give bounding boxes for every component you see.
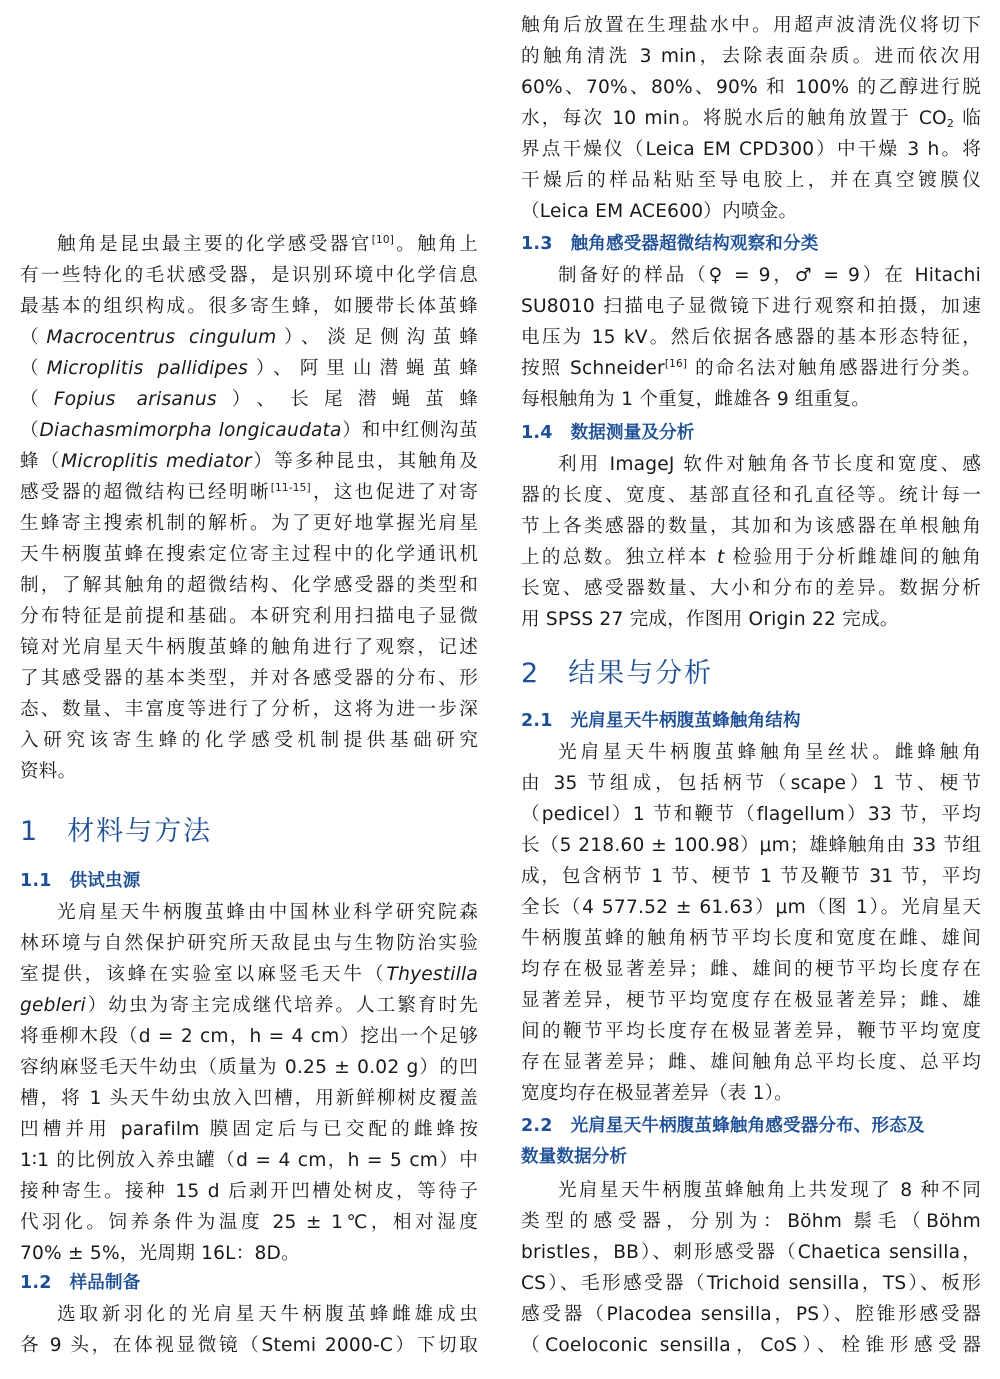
- p21-line-2: 由 35 节组成，包括柄节（scape）1 节、梗节: [521, 773, 981, 794]
- p21-line-5: 成，包含柄节 1 节、梗节 1 节及鞭节 31 节，平均: [521, 866, 981, 887]
- p21-line-7: 牛柄腹茧蜂的触角柄节平均长度和宽度在雌、雄间: [521, 928, 981, 949]
- p21-line-9: 显著差异，梗节平均宽度存在极显著差异；雌、雄: [521, 990, 981, 1011]
- subsection-1-3-heading: 1.3 触角感受器超微结构观察和分类: [521, 234, 819, 254]
- subsection-1-1-heading: 1.1 供试虫源: [20, 871, 141, 891]
- p13-line-1: 制备好的样品（♀ = 9，♂ = 9）在 Hitachi: [558, 265, 981, 286]
- intro-line-4: （Macrocentrus cingulum）、淡足侧沟茧蜂: [20, 327, 478, 348]
- section-2-heading: 2 结果与分析: [521, 658, 714, 689]
- intro-line-10: 生蜂寄主搜索机制的解析。为了更好地掌握光肩星: [20, 513, 478, 534]
- p21-line-1: 光肩星天牛柄腹茧蜂触角呈丝状。雌蜂触角: [558, 742, 981, 763]
- p21-line-3: （pedicel）1 节和鞭节（flagellum）33 节，平均: [521, 804, 981, 825]
- p12c-line-7: （Leica EM ACE600）内喷金。: [521, 201, 798, 222]
- p11-line-5: 将垂柳木段（d = 2 cm，h = 4 cm）挖出一个足够: [20, 1026, 478, 1047]
- intro-line-7: （Diachasmimorpha longicaudata）和中红侧沟茧: [20, 420, 478, 441]
- subsection-2-2-heading: 2.2 光肩星天牛柄腹茧蜂触角感受器分布、形态及: [521, 1116, 925, 1136]
- p13-line-5: 每根触角为 1 个重复，雌雄各 9 组重复。: [521, 389, 871, 410]
- p14-line-2: 器的长度、宽度、基部直径和孔直径等。统计每一: [521, 485, 981, 506]
- p12-line-2: 各 9 头，在体视显微镜（Stemi 2000-C）下切取: [20, 1335, 478, 1356]
- p11-line-10: 接种寄生。接种 15 d 后剥开凹槽处树皮，等待子: [20, 1181, 478, 1202]
- intro-line-2: 有一些特化的毛状感受器，是识别环境中化学信息: [20, 265, 478, 286]
- p11-line-3: 室提供，该蜂在实验室以麻竖毛天牛（Thyestilla: [20, 964, 478, 985]
- intro-line-3: 最基本的组织构成。很多寄生蜂，如腰带长体茧蜂: [20, 296, 478, 317]
- subsection-2-1-heading: 2.1 光肩星天牛柄腹茧蜂触角结构: [521, 711, 801, 731]
- intro-line-8: 蜂（Microplitis mediator）等多种昆虫，其触角及: [20, 451, 478, 472]
- p22-line-6: （Coeloconic sensilla，CoS）、栓锥形感受器: [521, 1335, 981, 1356]
- subsection-1-2-heading: 1.2 样品制备: [20, 1273, 141, 1293]
- intro-line-1: 触角是昆虫最主要的化学感受器官[10]。触角上: [57, 234, 478, 255]
- subsection-2-2-heading-cont: 数量数据分析: [521, 1147, 628, 1167]
- p11-line-1: 光肩星天牛柄腹茧蜂由中国林业科学研究院森: [57, 902, 478, 923]
- p21-line-10: 间的鞭节平均长度存在极显著差异，鞭节平均宽度: [521, 1021, 981, 1042]
- p12c-line-4: 水，每次 10 min。将脱水后的触角放置于 $CO_2$ 临: [521, 108, 981, 130]
- p21-line-11: 存在显著差异；雌、雄间触角总平均长度、总平均: [521, 1052, 981, 1073]
- p21-line-4: 长（5 218.60 ± 100.98）μm；雄蜂触角由 33 节组: [521, 835, 981, 856]
- citation-ref: [16]: [664, 358, 688, 370]
- p11-line-8: 凹槽并用 parafilm 膜固定后与已交配的雌蜂按: [20, 1119, 478, 1140]
- p22-line-5: 感受器（Placodea sensilla，PS）、腔锥形感受器: [521, 1304, 981, 1325]
- intro-line-18: 资料。: [20, 761, 77, 782]
- p12-line-1: 选取新羽化的光肩星天牛柄腹茧蜂雌雄成虫: [57, 1304, 478, 1325]
- p14-line-1: 利用 ImageJ 软件对触角各节长度和宽度、感: [558, 454, 981, 475]
- citation-ref: [11-15]: [270, 482, 311, 494]
- p14-line-5: 长宽、感受器数量、大小和分布的差异。数据分析: [521, 578, 981, 599]
- intro-line-11: 天牛柄腹茧蜂在搜索定位寄主过程中的化学通讯机: [20, 544, 478, 565]
- p11-line-2: 林环境与自然保护研究所天敌昆虫与生物防治实验: [20, 933, 478, 954]
- p21-line-12: 宽度均存在极显著差异（表 1）。: [521, 1083, 793, 1104]
- section-1-heading: 1 材料与方法: [20, 816, 213, 847]
- p14-line-3: 节上各类感器的数量，其加和为该感器在单根触角: [521, 516, 981, 537]
- p12c-line-2: 的触角清洗 3 min，去除表面杂质。进而依次用: [521, 46, 981, 67]
- subsection-1-4-heading: 1.4 数据测量及分析: [521, 423, 695, 443]
- p11-line-9: 1∶1 的比例放入养虫罐（d = 4 cm，h = 5 cm）中: [20, 1150, 478, 1171]
- p14-line-4: 上的总数。独立样本 t 检验用于分析雌雄间的触角: [521, 547, 981, 568]
- p11-line-12: 70% ± 5%，光周期 16L：8D。: [20, 1243, 300, 1264]
- intro-line-6: （Fopius arisanus）、长尾潜蝇茧蜂: [20, 389, 478, 410]
- intro-line-15: 了其感受器的基本类型，并对各感受器的分布、形: [20, 668, 478, 689]
- p14-line-6: 用 SPSS 27 完成，作图用 Origin 22 完成。: [521, 609, 899, 630]
- p12c-line-6: 干燥后的样品粘贴至导电胶上，并在真空镀膜仪: [521, 170, 981, 191]
- p11-line-7: 槽，将 1 头天牛幼虫放入凹槽，用新鲜柳树皮覆盖: [20, 1088, 478, 1109]
- p22-line-1: 光肩星天牛柄腹茧蜂触角上共发现了 8 种不同: [558, 1180, 981, 1201]
- p12c-line-3: 60%、70%、80%、90% 和 100% 的乙醇进行脱: [521, 77, 981, 98]
- intro-line-12: 制，了解其触角的超微结构、化学感受器的类型和: [20, 575, 478, 596]
- p12c-line-1: 触角后放置在生理盐水中。用超声波清洗仪将切下: [521, 15, 981, 36]
- p12c-line-5: 界点干燥仪（Leica EM CPD300）中干燥 3 h。将: [521, 139, 981, 160]
- p21-line-8: 均存在极显著差异；雌、雄间的梗节平均长度存在: [521, 959, 981, 980]
- p22-line-2: 类型的感受器，分别为：Böhm 鬃毛（Böhm: [521, 1211, 981, 1232]
- p11-line-6: 容纳麻竖毛天牛幼虫（质量为 0.25 ± 0.02 g）的凹: [20, 1057, 478, 1078]
- p22-line-4: CS）、毛形感受器（Trichoid sensilla，TS）、板形: [521, 1273, 981, 1294]
- intro-line-16: 态、数量、丰富度等进行了分析，这将为进一步深: [20, 699, 478, 720]
- p11-line-11: 代羽化。饲养条件为温度 25 ± 1℃，相对湿度: [20, 1212, 478, 1233]
- p11-line-4: gebleri）幼虫为寄主完成继代培养。人工繁育时先: [20, 995, 478, 1016]
- p21-line-6: 全长（4 577.52 ± 61.63）μm（图 1）。光肩星天: [521, 897, 981, 918]
- intro-line-13: 分布特征是前提和基础。本研究利用扫描电子显微: [20, 606, 478, 627]
- p13-line-2: SU8010 扫描电子显微镜下进行观察和拍摄，加速: [521, 296, 981, 317]
- intro-line-9: 感受器的超微结构已经明晰[11-15]，这也促进了对寄: [20, 482, 478, 503]
- citation-ref: [10]: [371, 234, 395, 246]
- p13-line-4: 按照 Schneider[16] 的命名法对触角感器进行分类。: [521, 358, 981, 379]
- p13-line-3: 电压为 15 kV。然后依据各感器的基本形态特征，: [521, 327, 981, 348]
- intro-line-17: 入研究该寄生蜂的化学感受机制提供基础研究: [20, 730, 478, 751]
- intro-line-14: 镜对光肩星天牛柄腹茧蜂的触角进行了观察，记述: [20, 637, 478, 658]
- intro-line-5: （Microplitis pallidipes）、阿里山潜蝇茧蜂: [20, 358, 478, 379]
- p22-line-3: bristles，BB）、刺形感受器（Chaetica sensilla，: [521, 1242, 981, 1263]
